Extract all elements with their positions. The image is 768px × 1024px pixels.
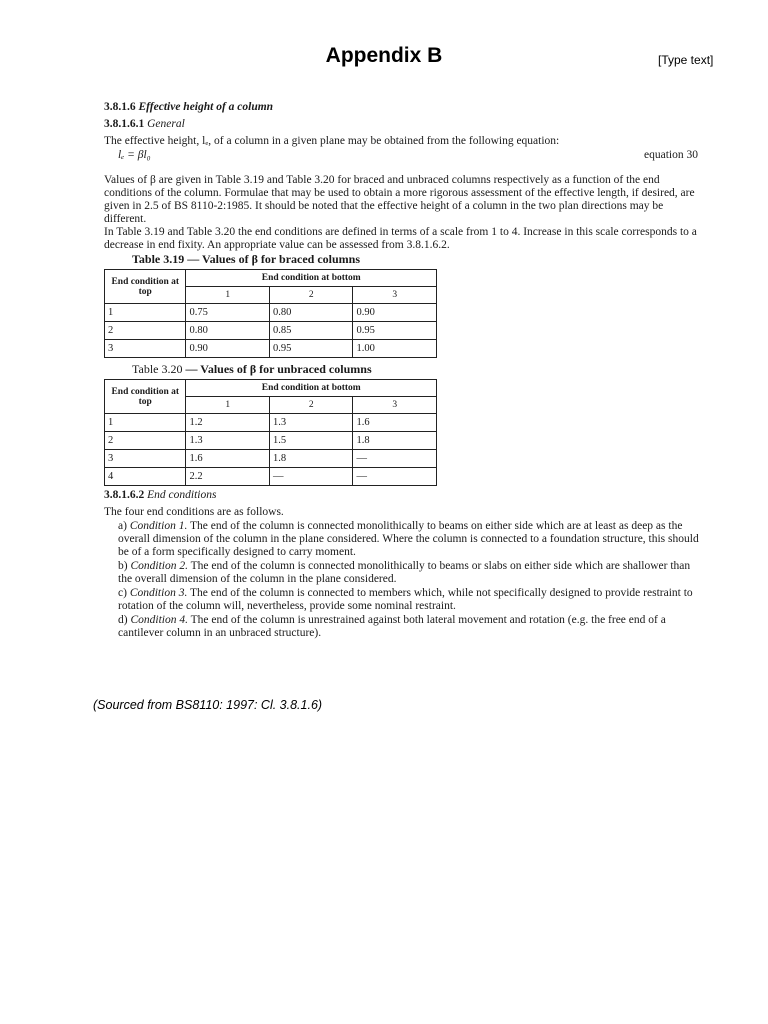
table-cell: — [353,468,437,486]
table-row [105,468,437,486]
header-end-condition-bottom: End condition at bottom [186,380,437,397]
row-condition: 4 [105,468,186,486]
condition-label: Condition 4. [130,614,188,626]
row-condition: 2 [105,322,186,340]
table-cell: 1.5 [269,432,353,450]
condition-prefix: a) [118,520,127,532]
unbraced-table-label: Table 3.20 [132,362,183,376]
braced-columns-table [104,269,437,358]
list-item [118,587,700,613]
table-cell: 1.8 [269,450,353,468]
document-body [104,101,700,640]
table-cell: 0.95 [269,340,353,358]
condition-label: Condition 1. [129,520,188,532]
table-row [105,322,437,340]
table-cell: 1.8 [353,432,437,450]
header-end-condition-top: End condition at top [105,270,186,304]
braced-table-caption-text: — Values of β for braced columns [187,252,361,266]
table-cell: 0.80 [269,304,353,322]
table-cell: 0.95 [353,322,437,340]
table-cell: 1.3 [269,414,353,432]
end-conditions-intro: The four end conditions are as follows. [104,506,284,518]
page-title: Appendix B [325,44,443,67]
table-cell: 1.6 [353,414,437,432]
condition-prefix: c) [118,587,127,599]
row-condition: 3 [105,340,186,358]
list-item [118,520,700,559]
header-end-condition-top: End condition at top [105,380,186,414]
braced-table-caption [104,253,700,266]
source-note: (Sourced from BS8110: 1997: Cl. 3.8.1.6) [93,698,323,712]
table-cell: 1.3 [186,432,270,450]
table-cell: 0.75 [186,304,270,322]
table-row [105,414,437,432]
end-conditions-heading [104,489,700,502]
row-condition: 1 [105,304,186,322]
condition-label: Condition 2. [130,560,188,572]
section-number: 3.8.1.6 [104,101,136,113]
header-end-condition-bottom: End condition at bottom [186,270,437,287]
condition-prefix: d) [118,614,128,626]
table-cell: — [353,450,437,468]
column-header: 3 [353,397,437,414]
header-placeholder-text: [Type text] [658,53,714,67]
table-cell: 0.90 [186,340,270,358]
table-row [105,450,437,468]
end-conditions-number: 3.8.1.6.2 [104,489,145,501]
table-cell: 0.90 [353,304,437,322]
table-cell: 1.2 [186,414,270,432]
conditions-list [104,520,700,640]
general-paragraph-1: Values of β are given in Table 3.19 and Table 3.20 for braced and unbraced columns respectively as a function of the end conditions of the column. Formulae that may be used to obtain a more rigorous assessment of the effective length, if desired, are given in 2.5 of BS 8110-2:1985. It should be noted that the effective height of a column in the two plan directions may be different. [104,174,695,225]
table-row [105,432,437,450]
list-item [118,614,700,640]
equation-label: equation 30 [644,149,698,161]
row-condition: 3 [105,450,186,468]
condition-text: The end of the column is connected to members which, while not specifically designed to provide restraint to rotation of the column will, nevertheless, provide some nominal restraint. [118,587,693,612]
braced-table-label: Table 3.19 [132,252,185,266]
column-header: 2 [269,287,353,304]
unbraced-table-caption [104,363,700,376]
table-cell: 0.80 [186,322,270,340]
general-title: General [147,118,185,130]
condition-prefix: b) [118,560,128,572]
table-row [105,304,437,322]
condition-text: The end of the column is connected monolithically to beams or slabs on either side which are shallower than the overall dimension of the column in the plane considered. [118,560,691,585]
table-cell: 2.2 [186,468,270,486]
table-cell: 1.6 [186,450,270,468]
unbraced-columns-table [104,379,437,486]
general-intro: The effective height, lₑ, of a column in a given plane may be obtained from the following equation: [104,135,560,147]
equation-row [104,149,700,162]
end-conditions-title: End conditions [147,489,217,501]
condition-text: The end of the column is connected monolithically to beams on either side which are at least as deep as the overall dimension of the column in the plane considered. Where the column is connected to a foundation structure, this should be of a form specifically designed to carry moment. [118,520,699,558]
section-title: Effective height of a column [138,101,274,113]
condition-label: Condition 3. [129,587,188,599]
table-header-row [105,380,437,397]
table-header-row [105,270,437,287]
table-cell: 1.00 [353,340,437,358]
table-cell: 0.85 [269,322,353,340]
table-cell: — [269,468,353,486]
row-condition: 2 [105,432,186,450]
row-condition: 1 [105,414,186,432]
list-item [118,560,700,586]
column-header: 2 [269,397,353,414]
unbraced-table-caption-text: — Values of β for unbraced columns [185,362,372,376]
column-header: 1 [186,397,270,414]
section-heading [104,101,700,114]
general-paragraph-2: In Table 3.19 and Table 3.20 the end conditions are defined in terms of a scale from 1 to 4. Increase in this scale corresponds to a decrease in end fixity. An appropriate value can be assessed from 3.8.1.6.2. [104,226,697,251]
table-row [105,340,437,358]
condition-text: The end of the column is unrestrained against both lateral movement and rotation (e.g. the free end of a cantilever column in an unbraced structure). [118,614,666,639]
general-number: 3.8.1.6.1 [104,118,145,130]
equation: lₑ = βl₀ [118,149,151,161]
column-header: 1 [186,287,270,304]
column-header: 3 [353,287,437,304]
general-heading [104,118,700,131]
